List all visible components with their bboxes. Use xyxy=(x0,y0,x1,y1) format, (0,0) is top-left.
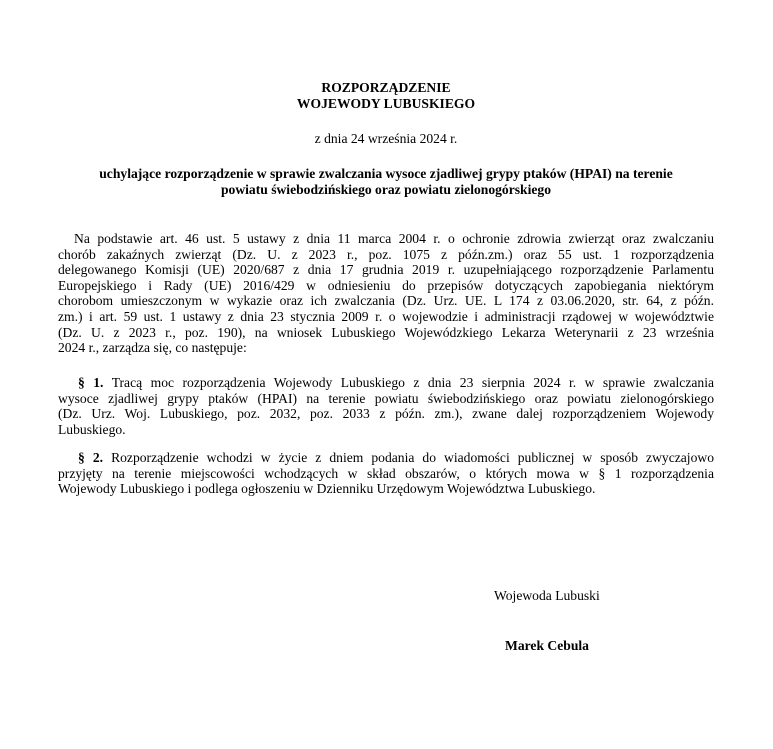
section-1-line: wysoce zjadliwej grypy ptaków (HPAI) na terenie powiatu świebodzińskiego oraz powiatu zielonogórskiego xyxy=(58,390,714,406)
section-2-line: Wojewody Lubuskiego i podlega ogłoszeniu w Dzienniku Urzędowym Województwa Lubuskiego. xyxy=(58,481,596,497)
document-date: z dnia 24 września 2024 r. xyxy=(314,131,458,146)
section-1-first-line xyxy=(58,375,714,391)
intro-line: delegowanego Komisji (UE) 2020/687 z dnia 17 grudnia 2019 r. uzupełniającego rozporządzenie Parlamentu xyxy=(58,262,714,278)
intro-line: zm.) i art. 59 ust. 1 ustawy z dnia 23 stycznia 2009 r. o wojewodzie i administracji rządowej w województwie xyxy=(58,308,714,324)
section-2-first-text: Rozporządzenie wchodzi w życie z dniem podania do wiadomości publicznej w sposób zwyczajowo xyxy=(111,450,714,465)
section-2-paragraph xyxy=(58,450,714,497)
subject-line-2: powiatu świebodzińskiego oraz powiatu zielonogórskiego xyxy=(220,182,552,197)
section-1-marker: § 1. xyxy=(78,375,104,390)
intro-paragraph xyxy=(58,231,714,356)
signature-role: Wojewoda Lubuski xyxy=(494,588,600,603)
section-1-line: (Dz. Urz. Woj. Lubuskiego, poz. 2032, poz. 2033 z późn. zm.), zwane dalej rozporządzeniem Wojewody xyxy=(58,406,714,422)
intro-line: Europejskiego i Rady (UE) 2016/429 w odniesieniu do przepisów dotyczących zapobiegania niektórym xyxy=(58,277,714,293)
section-2-line: przyjęty na terenie miejscowości wchodzących w skład obszarów, o których mowa w § 1 rozporządzenia xyxy=(58,465,714,481)
section-2-marker: § 2. xyxy=(78,450,104,465)
intro-line: chorób zakaźnych zwierząt (Dz. U. z 2023 r., poz. 1075 z późn.zm.) oraz 55 ust. 1 rozporządzenia xyxy=(58,246,714,262)
section-1-line: Lubuskiego. xyxy=(58,421,126,437)
intro-line: Na podstawie art. 46 ust. 5 ustawy z dnia 11 marca 2004 r. o ochronie zdrowia zwierząt oraz zwalczaniu xyxy=(74,231,714,246)
intro-line: chorobom umieszczonym w wykazie oraz ich zwalczania (Dz. Urz. UE. L 174 z 03.06.2020, str. 64, z późn. xyxy=(58,293,714,309)
signature-name: Marek Cebula xyxy=(505,638,589,653)
title-line-2: WOJEWODY LUBUSKIEGO xyxy=(296,96,476,111)
subject-line-1: uchylające rozporządzenie w sprawie zwalczania wysoce zjadliwej grypy ptaków (HPAI) na terenie xyxy=(99,166,673,181)
section-1-paragraph xyxy=(58,375,714,437)
title-line-1: ROZPORZĄDZENIE xyxy=(321,80,451,95)
document-title xyxy=(58,80,714,112)
intro-line: (Dz. U. z 2023 r., poz. 190), na wniosek Lubuskiego Wojewódzkiego Lekarza Weterynarii z 23 września xyxy=(58,324,714,340)
section-1-first-text: Tracą moc rozporządzenia Wojewody Lubuskiego z dnia 23 sierpnia 2024 r. w sprawie zwalczania xyxy=(111,375,715,390)
section-2-first-line xyxy=(58,450,714,466)
intro-line: 2024 r., zarządza się, co następuje: xyxy=(58,340,247,356)
document-subject xyxy=(58,166,714,198)
